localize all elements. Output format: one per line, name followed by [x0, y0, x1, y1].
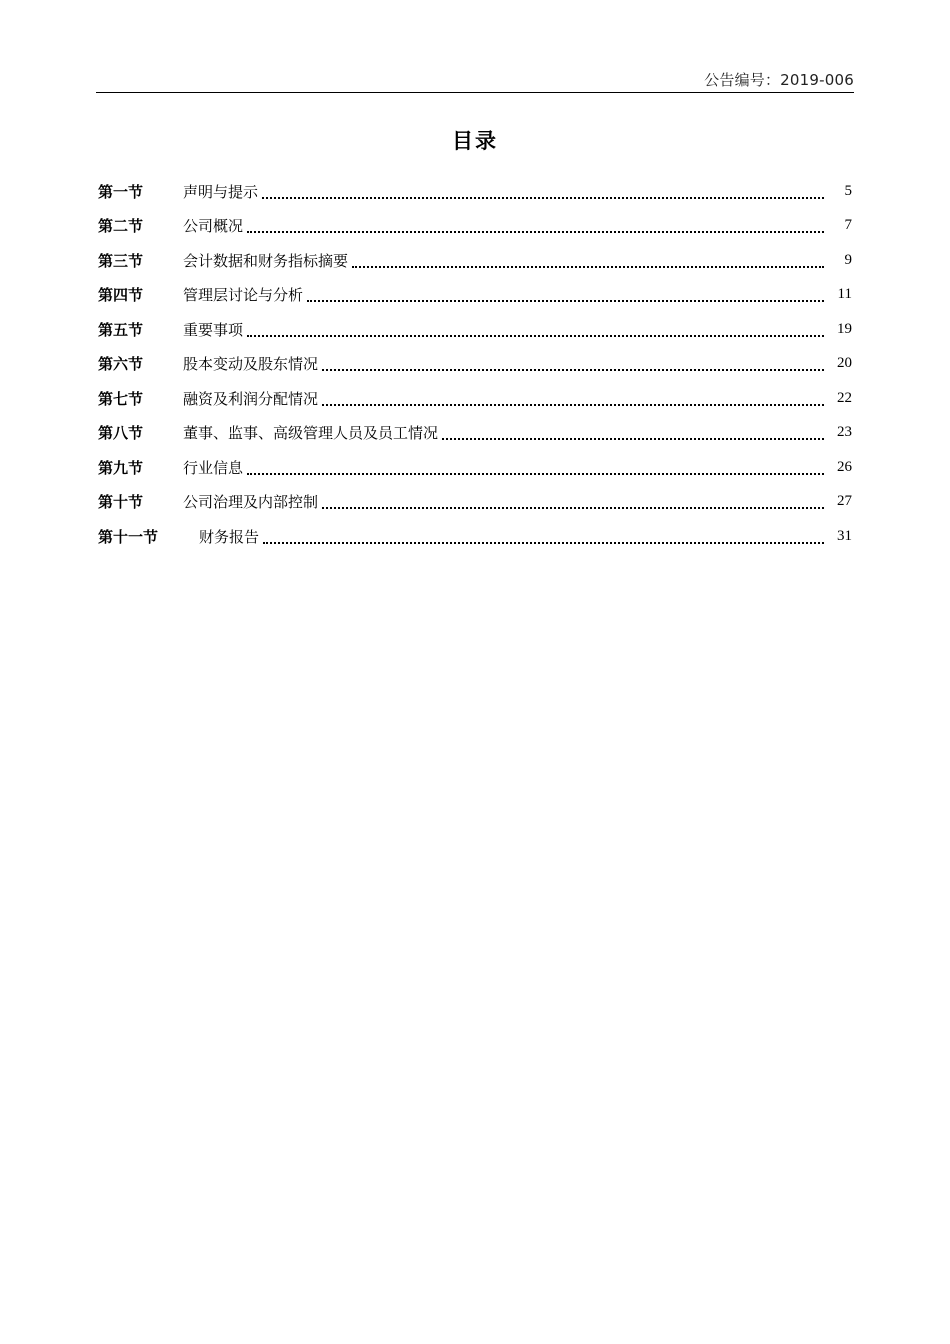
dot-leader [322, 403, 824, 406]
toc-section-label: 第十一节 [98, 527, 159, 546]
dot-leader [352, 265, 824, 268]
toc-title: 目录 [452, 129, 498, 153]
toc-section-title: 董事、监事、高级管理人员及员工情况 [183, 424, 439, 443]
toc-section-title: 财务报告 [199, 527, 260, 546]
toc-section-title: 会计数据和财务指标摘要 [183, 251, 349, 270]
toc-entry-3[interactable] [98, 243, 852, 278]
dot-leader [307, 299, 824, 302]
toc-section-label: 第九节 [98, 458, 144, 477]
toc-entry-5[interactable] [98, 312, 852, 347]
toc-page-number: 19 [837, 320, 852, 337]
table-of-contents [98, 174, 852, 554]
toc-page-number: 23 [837, 424, 852, 441]
notice-number: 公告编号：2019-006 [704, 71, 854, 89]
toc-entry-8[interactable] [98, 416, 852, 451]
toc-section-label: 第八节 [98, 424, 144, 443]
toc-entry-7[interactable] [98, 381, 852, 416]
toc-page-number: 11 [837, 286, 852, 303]
toc-page-number: 31 [837, 527, 852, 544]
toc-section-title: 公司概况 [183, 217, 244, 236]
toc-section-title: 声明与提示 [183, 182, 259, 201]
toc-section-title: 股本变动及股东情况 [183, 355, 319, 374]
toc-section-label: 第三节 [98, 251, 144, 270]
toc-entry-11[interactable] [98, 519, 852, 554]
toc-section-label: 第十节 [98, 493, 144, 512]
toc-page-number: 22 [837, 389, 852, 406]
toc-section-title: 重要事项 [183, 320, 244, 339]
dot-leader [247, 472, 824, 475]
dot-leader [247, 230, 824, 233]
toc-entry-1[interactable] [98, 174, 852, 209]
toc-page-number: 7 [844, 217, 852, 234]
toc-section-label: 第七节 [98, 389, 144, 408]
toc-page-number: 9 [844, 251, 852, 268]
toc-section-title: 公司治理及内部控制 [183, 493, 319, 512]
toc-section-label: 第六节 [98, 355, 144, 374]
toc-entry-6[interactable] [98, 347, 852, 382]
toc-page-number: 26 [837, 458, 852, 475]
dot-leader [262, 196, 824, 199]
toc-page-number: 20 [837, 355, 852, 372]
toc-entry-9[interactable] [98, 450, 852, 485]
toc-section-title: 行业信息 [183, 458, 244, 477]
page-header [96, 64, 854, 93]
toc-section-label: 第四节 [98, 286, 144, 305]
dot-leader [247, 334, 824, 337]
toc-section-title: 融资及利润分配情况 [183, 389, 319, 408]
toc-section-title: 管理层讨论与分析 [183, 286, 304, 305]
dot-leader [263, 541, 824, 544]
toc-page-number: 27 [837, 493, 852, 510]
toc-section-label: 第五节 [98, 320, 144, 339]
toc-entry-10[interactable] [98, 485, 852, 520]
toc-page-number: 5 [844, 182, 852, 199]
toc-entry-2[interactable] [98, 209, 852, 244]
dot-leader [322, 368, 824, 371]
dot-leader [442, 437, 824, 440]
dot-leader [322, 506, 824, 509]
toc-entry-4[interactable] [98, 278, 852, 313]
toc-section-label: 第一节 [98, 182, 144, 201]
toc-section-label: 第二节 [98, 217, 144, 236]
